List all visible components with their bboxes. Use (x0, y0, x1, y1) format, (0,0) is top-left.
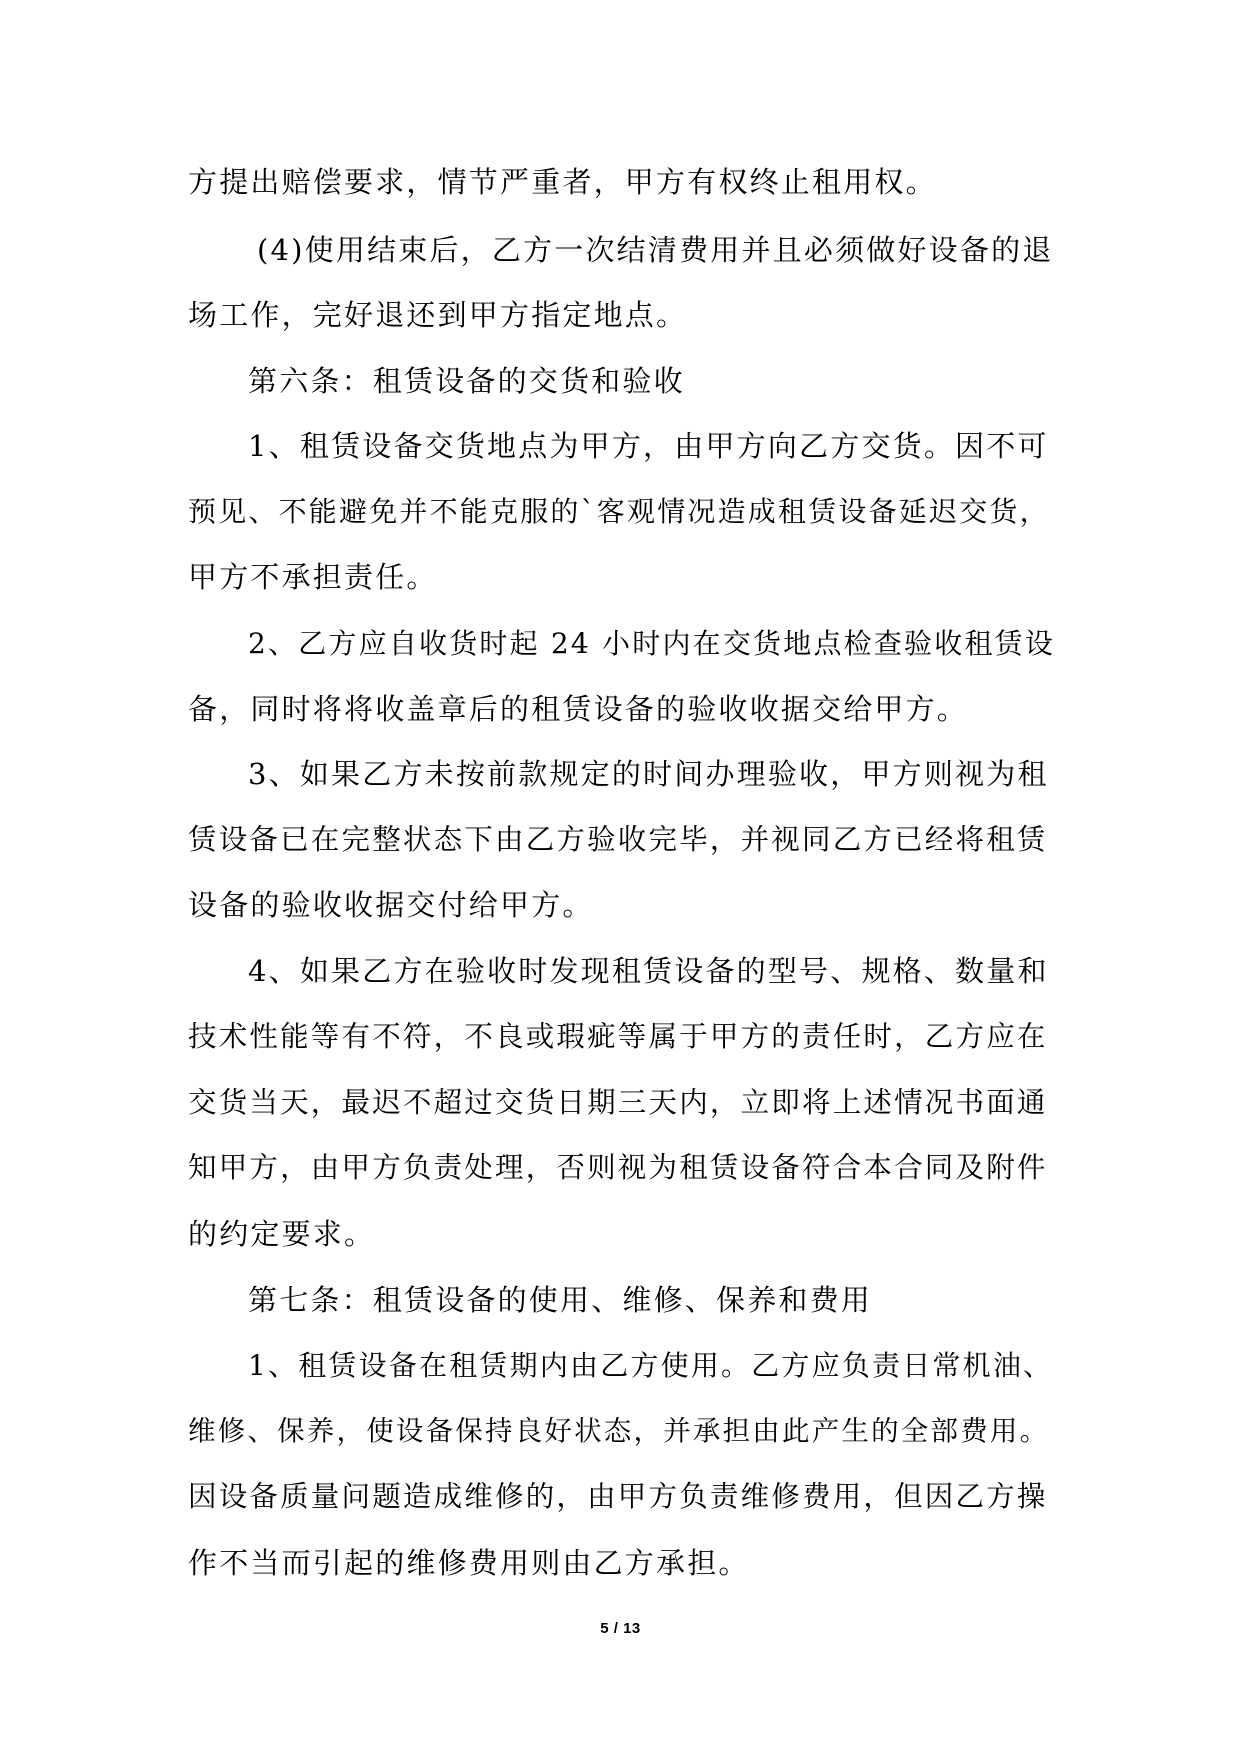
paragraph-line: 知甲方，由甲方负责处理，否则视为租赁设备符合本合同及附件 (188, 1151, 1048, 1184)
article-heading: 第七条：租赁设备的使用、维修、保养和费用 (248, 1283, 873, 1317)
paragraph-line: 1、租赁设备交货地点为甲方，由甲方向乙方交货。因不可 (248, 429, 1049, 463)
paragraph-line: 3、如果乙方未按前款规定的时间办理验收，甲方则视为租 (248, 757, 1049, 791)
paragraph-line: 场工作，完好退还到甲方指定地点。 (188, 298, 688, 332)
paragraph-line: 2、乙方应自收货时起 24 小时内在交货地点检查验收租赁设 (248, 627, 1056, 660)
paragraph-line: 维修、保养，使设备保持良好状态，并承担由此产生的全部费用。 (188, 1415, 1050, 1447)
paragraph-line: 交货当天，最迟不超过交货日期三天内，立即将上述情况书面通 (188, 1086, 1048, 1119)
paragraph-line: 4、如果乙方在验收时发现租赁设备的型号、规格、数量和 (248, 954, 1049, 988)
paragraph-line: 方提出赔偿要求，情节严重者，甲方有权终止租用权。 (188, 165, 937, 199)
paragraph-line: 预见、不能避免并不能克服的`客观情况造成租赁设备延迟交货， (188, 495, 1050, 528)
paragraph-line: 因设备质量问题造成维修的，由甲方负责维修费用，但因乙方操 (188, 1480, 1048, 1513)
paragraph-line: 甲方不承担责任。 (188, 560, 438, 594)
article-heading: 第六条：租赁设备的交货和验收 (248, 364, 685, 398)
paragraph-line: 赁设备已在完整状态下由乙方验收完毕，并视同乙方已经将租赁 (188, 823, 1048, 856)
paragraph-line: (4)使用结束后，乙方一次结清费用并且必须做好设备的退 (257, 233, 1054, 267)
paragraph-line: 作不当而引起的维修费用则由乙方承担。 (188, 1546, 750, 1580)
paragraph-line: 技术性能等有不符，不良或瑕疵等属于甲方的责任时，乙方应在 (188, 1020, 1048, 1053)
paragraph-line: 的约定要求。 (188, 1217, 376, 1251)
paragraph-line: 设备的验收收据交付给甲方。 (188, 888, 594, 922)
paragraph-line: 1、租赁设备在租赁期内由乙方使用。乙方应负责日常机油、 (248, 1349, 1054, 1382)
page-number: 5 / 13 (600, 1620, 641, 1637)
paragraph-line: 备，同时将将收盖章后的租赁设备的验收收据交给甲方。 (188, 692, 969, 726)
